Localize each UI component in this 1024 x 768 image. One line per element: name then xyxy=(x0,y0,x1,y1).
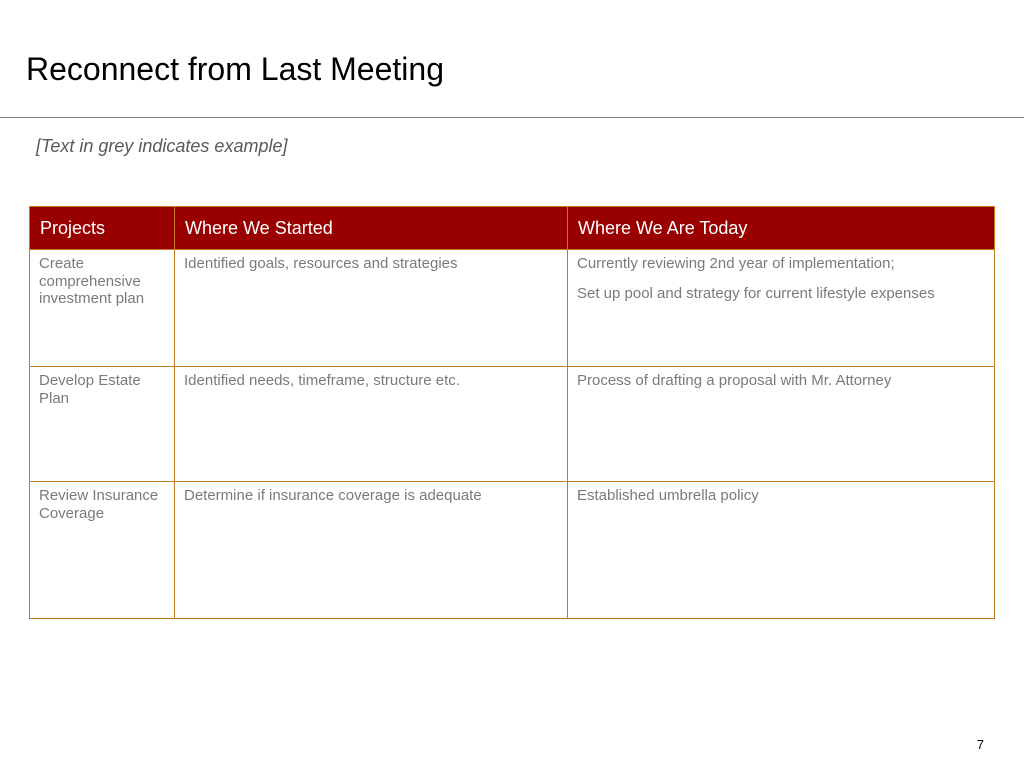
projects-table xyxy=(29,206,995,619)
today-cell xyxy=(568,482,995,619)
today-line: Process of drafting a proposal with Mr. Attorney xyxy=(577,372,892,389)
slide-title: Reconnect from Last Meeting xyxy=(26,51,444,87)
table-header-row xyxy=(30,207,995,250)
project-cell: Develop Estate Plan xyxy=(30,367,175,482)
today-line: Established umbrella policy xyxy=(577,487,759,504)
header-projects: Projects xyxy=(30,207,175,250)
started-cell: Identified goals, resources and strategies xyxy=(175,250,568,367)
table-row xyxy=(30,482,995,619)
page-number: 7 xyxy=(976,737,984,752)
started-cell: Identified needs, timeframe, structure etc. xyxy=(175,367,568,482)
project-cell: Create comprehensive investment plan xyxy=(30,250,175,367)
header-where-we-started: Where We Started xyxy=(175,207,568,250)
example-note: [Text in grey indicates example] xyxy=(36,136,288,156)
table-row xyxy=(30,367,995,482)
today-line: Set up pool and strategy for current lifestyle expenses xyxy=(577,284,935,302)
today-line: Currently reviewing 2nd year of implementation; xyxy=(577,255,895,272)
title-divider xyxy=(0,117,1024,118)
today-cell xyxy=(568,367,995,482)
header-where-we-are-today: Where We Are Today xyxy=(568,207,995,250)
today-cell xyxy=(568,250,995,367)
table-row xyxy=(30,250,995,367)
started-cell: Determine if insurance coverage is adequate xyxy=(175,482,568,619)
project-cell: Review Insurance Coverage xyxy=(30,482,175,619)
